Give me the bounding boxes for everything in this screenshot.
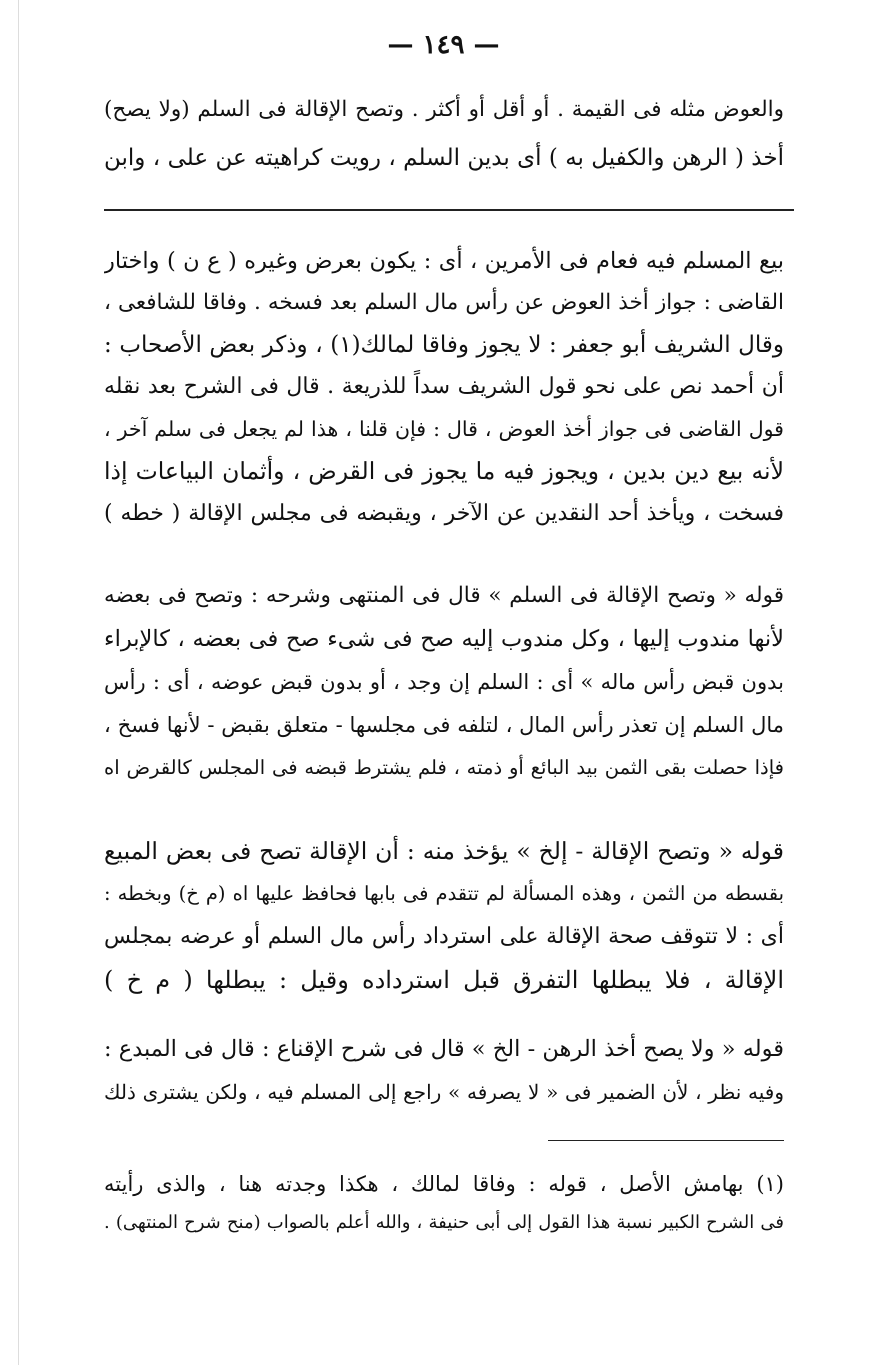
commentary-line: لأنها مندوب إليها ، وكل مندوب إليه صح فى شىء صح فى بعضه ، كالإبراء <box>104 626 784 652</box>
commentary-line: أن أحمد نص على نحو قول الشريف سداً للذريعة . قال فى الشرح بعد نقله <box>104 374 784 399</box>
page-edge-line <box>18 0 19 1365</box>
commentary-line: بيع المسلم فيه فعام فى الأمرين ، أى : يكون بعرض وغيره ( ع ن ) واختار <box>104 248 784 274</box>
commentary-line: قوله « ولا يصح أخذ الرهن - الخ » قال فى شرح الإقناع : قال فى المبدع : <box>104 1036 784 1062</box>
footnote-line: فى الشرح الكبير نسبة هذا القول إلى أبى حنيفة ، والله أعلم بالصواب (منح شرح المنتهى) . <box>104 1212 784 1233</box>
main-text-line: والعوض مثله فى القيمة . أو أقل أو أكثر . وتصح الإقالة فى السلم (ولا يصح) <box>104 97 784 122</box>
commentary-line: وقال الشريف أبو جعفر : لا يجوز وفاقا لمالك(١) ، وذكر بعض الأصحاب : <box>104 332 784 358</box>
commentary-line: لأنه بيع دين بدين ، ويجوز فيه ما يجوز فى القرض ، وأثمان البياعات إذا <box>104 457 784 485</box>
commentary-line: قوله « وتصح الإقالة فى السلم » قال فى المنتهى وشرحه : وتصح فى بعضه <box>104 583 784 608</box>
footnote-line: (١) بهامش الأصل ، قوله : وفاقا لمالك ، هكذا وجدته هنا ، والذى رأيته <box>104 1172 784 1196</box>
commentary-line: مال السلم إن تعذر رأس المال ، لتلفه فى مجلسها - متعلق بقبض - لأنها فسخ ، <box>104 713 784 737</box>
page-number: — ١٤٩ — <box>387 30 500 60</box>
main-text-line: أخذ ( الرهن والكفيل به ) أى بدين السلم ، رويت كراهيته عن على ، وابن <box>104 145 784 171</box>
commentary-line: الإقالة ، فلا يبطلها التفرق قبل استرداده وقيل : يبطلها ( م خ ) <box>104 966 784 994</box>
commentary-line: أى : لا تتوقف صحة الإقالة على استرداد رأس مال السلم أو عرضه بمجلس <box>104 924 784 949</box>
commentary-line: بقسطه من الثمن ، وهذه المسألة لم تتقدم فى بابها فحافظ عليها اه (م خ) وبخطه : <box>104 882 784 905</box>
commentary-line: فسخت ، ويأخذ أحد النقدين عن الآخر ، ويقبضه فى مجلس الإقالة ( خطه ) <box>104 501 784 526</box>
section-divider <box>104 209 794 211</box>
commentary-line: قوله « وتصح الإقالة - إلخ » يؤخذ منه : أن الإقالة تصح فى بعض المبيع <box>104 837 784 865</box>
commentary-line: فإذا حصلت بقى الثمن بيد البائع أو ذمته ، فلم يشترط قبضه فى المجلس كالقرض اه <box>104 756 784 779</box>
commentary-line: وفيه نظر ، لأن الضمير فى « لا يصرفه » راجع إلى المسلم فيه ، ولكن يشترى ذلك <box>104 1080 784 1104</box>
commentary-line: قول القاضى فى جواز أخذ العوض ، قال : فإن قلنا ، هذا لم يجعل فى سلم آخر ، <box>104 417 784 441</box>
commentary-line: القاضى : جواز أخذ العوض عن رأس مال السلم بعد فسخه . وفاقا للشافعى ، <box>104 290 784 315</box>
footnote-divider <box>548 1140 784 1141</box>
commentary-line: بدون قبض رأس ماله » أى : السلم إن وجد ، أو بدون قبض عوضه ، أى : رأس <box>104 670 784 694</box>
